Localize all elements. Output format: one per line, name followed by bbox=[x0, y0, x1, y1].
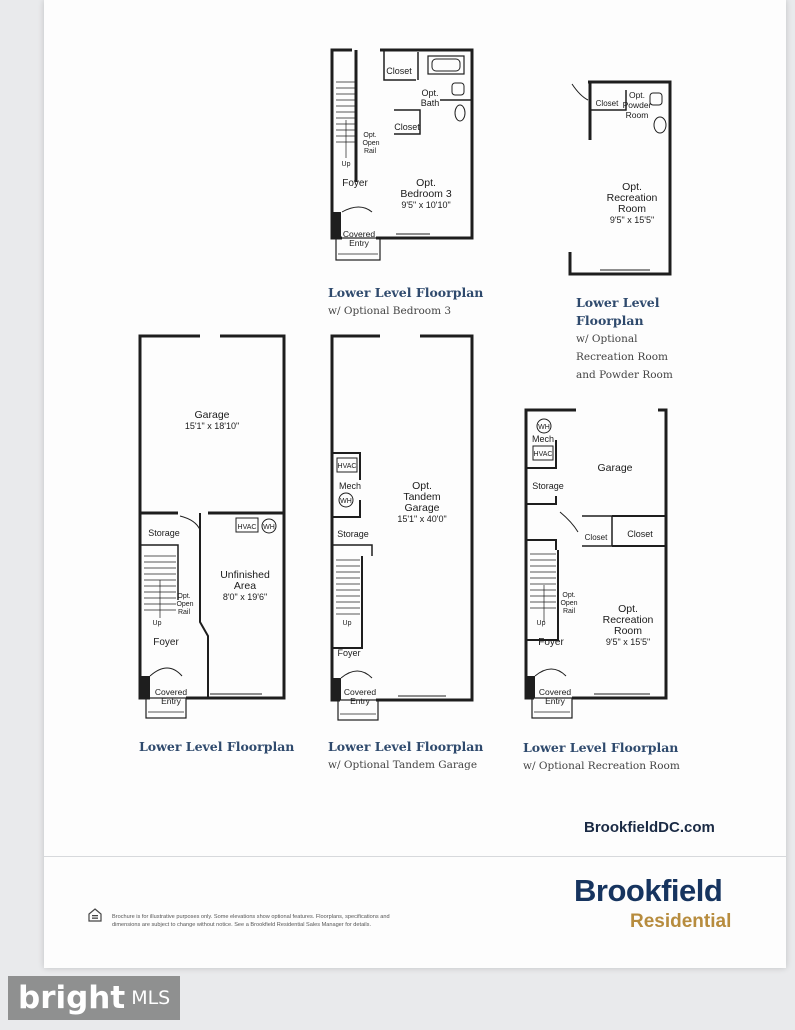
caption-opt-rec-sub: w/ Optional Recreation Room bbox=[523, 760, 680, 772]
p1-bed-1: Opt. bbox=[416, 177, 436, 189]
p5-garage: Garage bbox=[597, 462, 633, 474]
p4-foyer: Foyer bbox=[337, 648, 361, 658]
footer-divider bbox=[44, 856, 786, 857]
p3-garage-1: Garage bbox=[194, 409, 230, 421]
p3-entry-1: Covered bbox=[154, 687, 188, 697]
p4-gar-4: 15'1" x 40'0" bbox=[397, 514, 447, 524]
p5-foyer: Foyer bbox=[538, 637, 564, 648]
caption-tandem-sub: w/ Optional Tandem Garage bbox=[328, 759, 478, 771]
p5-mech: Mech bbox=[531, 434, 555, 444]
p5-entry-2: Entry bbox=[545, 696, 565, 706]
caption-tandem bbox=[328, 738, 483, 774]
p5-rec-2: Recreation bbox=[602, 614, 654, 626]
p3-foyer: Foyer bbox=[153, 637, 179, 648]
p3-entry-2: Entry bbox=[161, 696, 181, 706]
p2-powder-3: Room bbox=[625, 110, 649, 120]
p3-rail-2: Open bbox=[176, 601, 194, 608]
p1-foyer: Foyer bbox=[342, 178, 368, 189]
p2-rec-2: Recreation bbox=[606, 192, 658, 204]
p5-closet-b: Closet bbox=[627, 529, 653, 539]
p3-rail-3: Rail bbox=[177, 609, 191, 616]
p5-wh: WH bbox=[538, 424, 550, 431]
p4-gar-2: Tandem bbox=[403, 491, 441, 503]
p5-rec-3: Room bbox=[613, 625, 643, 637]
p1-bath-1: Opt. bbox=[421, 88, 439, 98]
caption-opt-rec-powder-sub2: Recreation Room bbox=[576, 351, 668, 363]
p4-wh: WH bbox=[340, 498, 352, 505]
p3-unf-3: 8'0" x 19'6" bbox=[222, 592, 268, 602]
disclaimer-text: Brochure is for illustrative purposes only. Some elevations show optional features. Floorplans, specifications and dimensions are subject to change without notice. See a Brookfield Residential Sales Manager for details. bbox=[112, 914, 390, 928]
caption-base-title: Lower Level Floorplan bbox=[139, 739, 295, 754]
caption-opt-rec-powder-sub3: and Powder Room bbox=[576, 369, 673, 381]
p3-unf-1: Unfinished bbox=[220, 569, 270, 581]
p3-storage: Storage bbox=[148, 528, 180, 538]
caption-opt-rec-powder-line1: Lower Level bbox=[576, 295, 660, 310]
p1-rail-2: Open bbox=[362, 140, 380, 147]
caption-opt-rec-title: Lower Level Floorplan bbox=[523, 740, 679, 755]
brand-logo-bottom: Residential bbox=[630, 911, 732, 932]
caption-opt-bedroom-title: Lower Level Floorplan bbox=[328, 285, 484, 300]
p3-garage-2: 15'1" x 18'10" bbox=[184, 421, 240, 431]
p5-rail-1: Opt. bbox=[562, 592, 576, 599]
caption-opt-rec-powder bbox=[576, 294, 673, 384]
p2-powder-1: Opt. bbox=[628, 90, 646, 100]
p2-rec-1: Opt. bbox=[622, 181, 642, 193]
p2-powder-2: Powder bbox=[622, 100, 652, 110]
p1-bath-2: Bath bbox=[420, 98, 440, 108]
p1-bed-2: Bedroom 3 bbox=[400, 188, 452, 200]
caption-opt-rec bbox=[523, 739, 680, 775]
p2-rec-3: Room bbox=[617, 203, 647, 215]
p5-rail-3: Rail bbox=[562, 608, 576, 615]
p2-rec-4: 9'5" x 15'5" bbox=[609, 215, 655, 225]
p5-storage: Storage bbox=[532, 481, 564, 491]
p4-hvac: HVAC bbox=[337, 463, 357, 470]
p4-gar-3: Garage bbox=[404, 502, 440, 514]
brand-logo-top: Brookfield bbox=[574, 873, 723, 908]
p4-entry-1: Covered bbox=[343, 687, 377, 697]
p3-unf-2: Area bbox=[233, 580, 257, 592]
plan-tandem-outline bbox=[332, 336, 472, 720]
p1-rail-3: Rail bbox=[363, 148, 377, 155]
p5-closet-a: Closet bbox=[584, 533, 608, 542]
caption-opt-rec-powder-sub1: w/ Optional bbox=[576, 333, 638, 345]
p2-closet: Closet bbox=[595, 99, 619, 108]
p3-rail-1: Opt. bbox=[177, 593, 191, 600]
equal-housing-icon bbox=[88, 908, 102, 924]
p5-up: Up bbox=[536, 620, 546, 627]
p5-rec-1: Opt. bbox=[618, 603, 638, 615]
p5-rail-2: Open bbox=[560, 600, 578, 607]
p3-wh: WH bbox=[263, 524, 275, 531]
p1-entry-1: Covered bbox=[342, 229, 376, 239]
mls-wordmark: MLS bbox=[131, 987, 171, 1009]
p1-closet-a: Closet bbox=[386, 66, 412, 76]
p4-storage: Storage bbox=[337, 529, 369, 539]
caption-opt-rec-powder-line2: Floorplan bbox=[576, 313, 644, 328]
p3-up: Up bbox=[152, 620, 162, 627]
p1-closet-b: Closet bbox=[394, 122, 420, 132]
p1-entry-2: Entry bbox=[349, 238, 369, 248]
caption-tandem-title: Lower Level Floorplan bbox=[328, 739, 484, 754]
bright-wordmark: bright bbox=[18, 980, 126, 1016]
p4-up: Up bbox=[342, 620, 352, 627]
caption-base bbox=[139, 738, 294, 756]
p5-hvac: HVAC bbox=[533, 451, 553, 458]
p5-rec-4: 9'5" x 15'5" bbox=[605, 637, 651, 647]
p1-rail-1: Opt. bbox=[363, 132, 377, 139]
caption-opt-bedroom-sub: w/ Optional Bedroom 3 bbox=[328, 305, 452, 317]
p1-up: Up bbox=[341, 161, 351, 168]
p3-hvac: HVAC bbox=[237, 524, 257, 531]
p4-mech: Mech bbox=[338, 481, 362, 491]
p5-entry-1: Covered bbox=[538, 687, 572, 697]
website-link[interactable]: BrookfieldDC.com bbox=[584, 819, 715, 836]
caption-opt-bedroom bbox=[328, 284, 483, 320]
p4-entry-2: Entry bbox=[350, 696, 370, 706]
p4-gar-1: Opt. bbox=[412, 480, 432, 492]
bright-mls-watermark bbox=[8, 976, 180, 1020]
plan-opt-rec-powder-outline bbox=[570, 82, 670, 274]
p1-bed-3: 9'5" x 10'10" bbox=[401, 200, 451, 210]
